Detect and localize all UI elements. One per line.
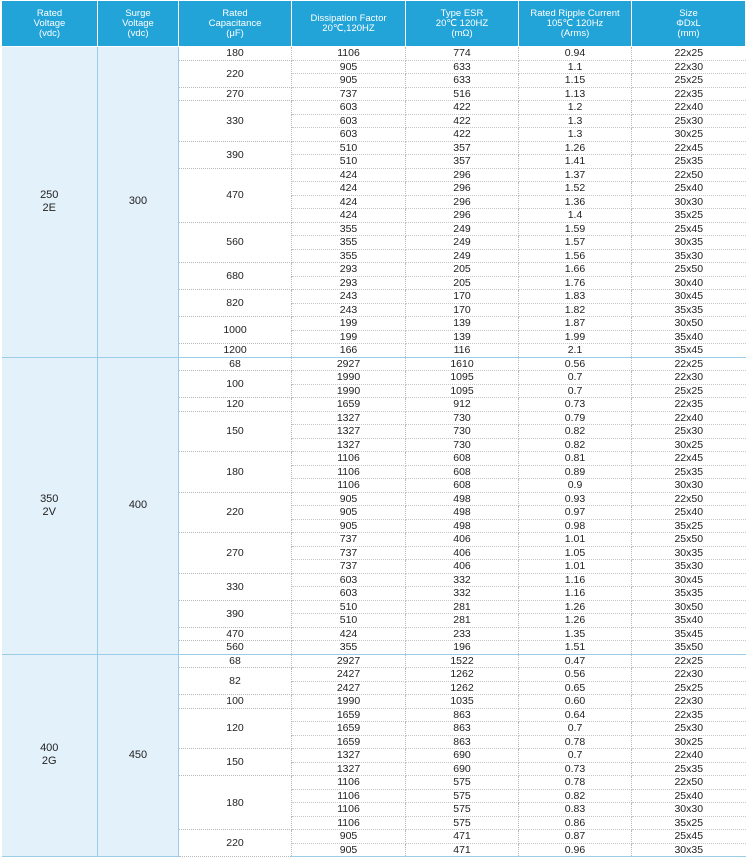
esr-cell: 296 — [406, 195, 519, 209]
df-cell: 1106 — [292, 47, 406, 61]
capacitance-cell: 390 — [179, 600, 292, 627]
capacitance-cell: 120 — [179, 398, 292, 412]
size-cell: 22x30 — [632, 668, 746, 682]
size-cell: 30x35 — [632, 843, 746, 857]
df-cell: 737 — [292, 533, 406, 547]
esr-cell: 249 — [406, 249, 519, 263]
size-cell: 25x35 — [632, 762, 746, 776]
esr-cell: 774 — [406, 47, 519, 61]
df-cell: 243 — [292, 290, 406, 304]
size-cell: 25x40 — [632, 182, 746, 196]
df-cell: 905 — [292, 492, 406, 506]
df-cell: 1659 — [292, 722, 406, 736]
size-cell: 25x25 — [632, 384, 746, 398]
esr-cell: 422 — [406, 101, 519, 115]
df-cell: 603 — [292, 587, 406, 601]
ripple-cell: 0.86 — [519, 816, 632, 830]
size-cell: 25x35 — [632, 155, 746, 169]
ripple-cell: 1.41 — [519, 155, 632, 169]
esr-cell: 633 — [406, 74, 519, 88]
table-row — [2, 47, 746, 61]
capacitance-cell: 180 — [179, 452, 292, 493]
header-surge-voltage: Surge Voltage (vdc) — [98, 1, 179, 47]
df-cell: 424 — [292, 182, 406, 196]
ripple-cell: 0.93 — [519, 492, 632, 506]
rated-voltage-cell: 350 2V — [2, 357, 98, 654]
capacitance-cell: 470 — [179, 627, 292, 641]
esr-cell: 863 — [406, 708, 519, 722]
table-body — [2, 47, 746, 857]
df-cell: 293 — [292, 263, 406, 277]
size-cell: 25x35 — [632, 465, 746, 479]
header-esr: Type ESR 20℃ 120HZ (mΩ) — [406, 1, 519, 47]
capacitance-cell: 68 — [179, 357, 292, 371]
esr-cell: 608 — [406, 452, 519, 466]
table-row — [2, 357, 746, 371]
size-cell: 35x45 — [632, 344, 746, 358]
capacitance-cell: 150 — [179, 749, 292, 776]
ripple-cell: 1.16 — [519, 573, 632, 587]
ripple-cell: 0.73 — [519, 398, 632, 412]
esr-cell: 471 — [406, 843, 519, 857]
ripple-cell: 0.7 — [519, 384, 632, 398]
capacitance-cell: 270 — [179, 533, 292, 574]
header-dissipation-factor: Dissipation Factor 20℃,120HZ — [292, 1, 406, 47]
size-cell: 22x40 — [632, 411, 746, 425]
esr-cell: 498 — [406, 506, 519, 520]
ripple-cell: 0.97 — [519, 506, 632, 520]
size-cell: 22x40 — [632, 101, 746, 115]
esr-cell: 498 — [406, 492, 519, 506]
esr-cell: 406 — [406, 533, 519, 547]
df-cell: 1106 — [292, 789, 406, 803]
df-cell: 1990 — [292, 384, 406, 398]
size-cell: 35x35 — [632, 303, 746, 317]
ripple-cell: 1.05 — [519, 546, 632, 560]
ripple-cell: 0.47 — [519, 654, 632, 668]
size-cell: 35x35 — [632, 587, 746, 601]
ripple-cell: 0.87 — [519, 830, 632, 844]
df-cell: 166 — [292, 344, 406, 358]
esr-cell: 196 — [406, 641, 519, 655]
size-cell: 35x40 — [632, 330, 746, 344]
ripple-cell: 1.26 — [519, 600, 632, 614]
esr-cell: 608 — [406, 479, 519, 493]
ripple-cell: 1.01 — [519, 560, 632, 574]
header-ripple-current: Rated Ripple Current 105℃ 120Hz (Arms) — [519, 1, 632, 47]
size-cell: 30x25 — [632, 128, 746, 142]
df-cell: 1990 — [292, 371, 406, 385]
size-cell: 22x35 — [632, 398, 746, 412]
df-cell: 1327 — [292, 425, 406, 439]
ripple-cell: 1.87 — [519, 317, 632, 331]
esr-cell: 233 — [406, 627, 519, 641]
df-cell: 510 — [292, 600, 406, 614]
size-cell: 25x45 — [632, 222, 746, 236]
ripple-cell: 1.76 — [519, 276, 632, 290]
esr-cell: 1095 — [406, 384, 519, 398]
size-cell: 30x35 — [632, 236, 746, 250]
ripple-cell: 0.9 — [519, 479, 632, 493]
ripple-cell: 1.16 — [519, 587, 632, 601]
capacitance-cell: 330 — [179, 101, 292, 142]
df-cell: 1659 — [292, 708, 406, 722]
ripple-cell: 0.56 — [519, 668, 632, 682]
ripple-cell: 0.83 — [519, 803, 632, 817]
capacitance-cell: 560 — [179, 641, 292, 655]
ripple-cell: 1.82 — [519, 303, 632, 317]
df-cell: 2427 — [292, 681, 406, 695]
df-cell: 510 — [292, 141, 406, 155]
ripple-cell: 0.98 — [519, 519, 632, 533]
capacitance-cell: 180 — [179, 47, 292, 61]
ripple-cell: 1.52 — [519, 182, 632, 196]
df-cell: 1327 — [292, 749, 406, 763]
ripple-cell: 1.37 — [519, 168, 632, 182]
size-cell: 22x35 — [632, 708, 746, 722]
esr-cell: 422 — [406, 128, 519, 142]
size-cell: 25x45 — [632, 830, 746, 844]
df-cell: 510 — [292, 614, 406, 628]
df-cell: 1327 — [292, 762, 406, 776]
size-cell: 22x50 — [632, 168, 746, 182]
size-cell: 30x50 — [632, 600, 746, 614]
ripple-cell: 0.78 — [519, 776, 632, 790]
capacitance-cell: 180 — [179, 776, 292, 830]
ripple-cell: 0.7 — [519, 749, 632, 763]
esr-cell: 730 — [406, 438, 519, 452]
ripple-cell: 0.64 — [519, 708, 632, 722]
ripple-cell: 1.3 — [519, 128, 632, 142]
ripple-cell: 0.79 — [519, 411, 632, 425]
ripple-cell: 2.1 — [519, 344, 632, 358]
ripple-cell: 1.26 — [519, 141, 632, 155]
df-cell: 1106 — [292, 479, 406, 493]
df-cell: 2427 — [292, 668, 406, 682]
size-cell: 22x45 — [632, 452, 746, 466]
esr-cell: 1262 — [406, 668, 519, 682]
size-cell: 25x50 — [632, 263, 746, 277]
surge-voltage-cell: 300 — [98, 47, 179, 358]
size-cell: 25x40 — [632, 789, 746, 803]
surge-voltage-cell: 400 — [98, 357, 179, 654]
ripple-cell: 1.51 — [519, 641, 632, 655]
size-cell: 25x50 — [632, 533, 746, 547]
esr-cell: 332 — [406, 573, 519, 587]
esr-cell: 498 — [406, 519, 519, 533]
ripple-cell: 1.66 — [519, 263, 632, 277]
size-cell: 25x30 — [632, 425, 746, 439]
esr-cell: 730 — [406, 411, 519, 425]
esr-cell: 357 — [406, 141, 519, 155]
size-cell: 22x30 — [632, 60, 746, 74]
esr-cell: 406 — [406, 560, 519, 574]
esr-cell: 471 — [406, 830, 519, 844]
ripple-cell: 0.82 — [519, 438, 632, 452]
df-cell: 199 — [292, 317, 406, 331]
ripple-cell: 1.26 — [519, 614, 632, 628]
ripple-cell: 1.56 — [519, 249, 632, 263]
size-cell: 30x50 — [632, 317, 746, 331]
ripple-cell: 0.94 — [519, 47, 632, 61]
esr-cell: 863 — [406, 722, 519, 736]
capacitance-cell: 100 — [179, 695, 292, 709]
size-cell: 22x30 — [632, 371, 746, 385]
df-cell: 737 — [292, 87, 406, 101]
esr-cell: 690 — [406, 749, 519, 763]
capacitance-cell: 220 — [179, 60, 292, 87]
capacitance-cell: 1000 — [179, 317, 292, 344]
size-cell: 25x30 — [632, 722, 746, 736]
ripple-cell: 0.82 — [519, 425, 632, 439]
ripple-cell: 0.65 — [519, 681, 632, 695]
ripple-cell: 1.13 — [519, 87, 632, 101]
esr-cell: 1610 — [406, 357, 519, 371]
ripple-cell: 1.59 — [519, 222, 632, 236]
size-cell: 30x25 — [632, 438, 746, 452]
capacitance-cell: 330 — [179, 573, 292, 600]
esr-cell: 406 — [406, 546, 519, 560]
size-cell: 22x50 — [632, 776, 746, 790]
ripple-cell: 0.78 — [519, 735, 632, 749]
table-row — [2, 654, 746, 668]
df-cell: 424 — [292, 168, 406, 182]
ripple-cell: 0.56 — [519, 357, 632, 371]
esr-cell: 863 — [406, 735, 519, 749]
header-rated-voltage: Rated Voltage (vdc) — [2, 1, 98, 47]
capacitance-cell: 100 — [179, 371, 292, 398]
df-cell: 1106 — [292, 816, 406, 830]
size-cell: 30x30 — [632, 803, 746, 817]
capacitance-cell: 68 — [179, 654, 292, 668]
size-cell: 30x40 — [632, 276, 746, 290]
df-cell: 1106 — [292, 452, 406, 466]
df-cell: 603 — [292, 573, 406, 587]
capacitance-cell: 220 — [179, 830, 292, 857]
ripple-cell: 0.81 — [519, 452, 632, 466]
capacitance-cell: 120 — [179, 708, 292, 749]
rated-voltage-cell: 400 2G — [2, 654, 98, 857]
df-cell: 355 — [292, 222, 406, 236]
df-cell: 424 — [292, 209, 406, 223]
ripple-cell: 1.57 — [519, 236, 632, 250]
df-cell: 737 — [292, 546, 406, 560]
header-row — [2, 1, 746, 47]
df-cell: 2927 — [292, 654, 406, 668]
ripple-cell: 1.3 — [519, 114, 632, 128]
size-cell: 35x25 — [632, 519, 746, 533]
size-cell: 25x25 — [632, 74, 746, 88]
size-cell: 22x25 — [632, 47, 746, 61]
esr-cell: 690 — [406, 762, 519, 776]
esr-cell: 633 — [406, 60, 519, 74]
df-cell: 1327 — [292, 411, 406, 425]
ripple-cell: 1.83 — [519, 290, 632, 304]
size-cell: 35x25 — [632, 209, 746, 223]
ripple-cell: 1.2 — [519, 101, 632, 115]
capacitance-cell: 220 — [179, 492, 292, 533]
capacitance-cell: 1200 — [179, 344, 292, 358]
df-cell: 1106 — [292, 803, 406, 817]
ripple-cell: 1.4 — [519, 209, 632, 223]
size-cell: 22x25 — [632, 654, 746, 668]
capacitance-cell: 560 — [179, 222, 292, 263]
df-cell: 603 — [292, 114, 406, 128]
size-cell: 30x25 — [632, 735, 746, 749]
esr-cell: 1522 — [406, 654, 519, 668]
df-cell: 603 — [292, 128, 406, 142]
size-cell: 25x40 — [632, 506, 746, 520]
size-cell: 35x50 — [632, 641, 746, 655]
ripple-cell: 0.60 — [519, 695, 632, 709]
size-cell: 35x30 — [632, 249, 746, 263]
df-cell: 1327 — [292, 438, 406, 452]
capacitance-cell: 82 — [179, 668, 292, 695]
df-cell: 1659 — [292, 735, 406, 749]
df-cell: 905 — [292, 506, 406, 520]
esr-cell: 516 — [406, 87, 519, 101]
esr-cell: 332 — [406, 587, 519, 601]
esr-cell: 205 — [406, 276, 519, 290]
size-cell: 30x35 — [632, 546, 746, 560]
df-cell: 355 — [292, 236, 406, 250]
surge-voltage-cell: 450 — [98, 654, 179, 857]
esr-cell: 116 — [406, 344, 519, 358]
df-cell: 243 — [292, 303, 406, 317]
esr-cell: 296 — [406, 168, 519, 182]
esr-cell: 912 — [406, 398, 519, 412]
esr-cell: 281 — [406, 600, 519, 614]
esr-cell: 1262 — [406, 681, 519, 695]
df-cell: 737 — [292, 560, 406, 574]
capacitance-cell: 270 — [179, 87, 292, 101]
esr-cell: 249 — [406, 222, 519, 236]
ripple-cell: 1.15 — [519, 74, 632, 88]
esr-cell: 170 — [406, 303, 519, 317]
df-cell: 510 — [292, 155, 406, 169]
ripple-cell: 1.35 — [519, 627, 632, 641]
esr-cell: 730 — [406, 425, 519, 439]
capacitance-cell: 150 — [179, 411, 292, 452]
esr-cell: 281 — [406, 614, 519, 628]
size-cell: 25x25 — [632, 681, 746, 695]
df-cell: 905 — [292, 60, 406, 74]
esr-cell: 575 — [406, 789, 519, 803]
df-cell: 905 — [292, 830, 406, 844]
df-cell: 603 — [292, 101, 406, 115]
header-size: Size ΦDxL (mm) — [632, 1, 746, 47]
ripple-cell: 0.7 — [519, 722, 632, 736]
ripple-cell: 1.01 — [519, 533, 632, 547]
df-cell: 905 — [292, 519, 406, 533]
ripple-cell: 0.73 — [519, 762, 632, 776]
df-cell: 199 — [292, 330, 406, 344]
rated-voltage-cell: 250 2E — [2, 47, 98, 358]
capacitance-cell: 470 — [179, 168, 292, 222]
capacitance-cell: 820 — [179, 290, 292, 317]
size-cell: 35x45 — [632, 627, 746, 641]
esr-cell: 249 — [406, 236, 519, 250]
size-cell: 22x40 — [632, 749, 746, 763]
size-cell: 35x30 — [632, 560, 746, 574]
header-capacitance: Rated Capacitance (μF) — [179, 1, 292, 47]
esr-cell: 422 — [406, 114, 519, 128]
df-cell: 1106 — [292, 465, 406, 479]
esr-cell: 170 — [406, 290, 519, 304]
size-cell: 22x25 — [632, 357, 746, 371]
capacitance-cell: 680 — [179, 263, 292, 290]
df-cell: 2927 — [292, 357, 406, 371]
ripple-cell: 0.7 — [519, 371, 632, 385]
size-cell: 30x30 — [632, 479, 746, 493]
size-cell: 25x30 — [632, 114, 746, 128]
esr-cell: 139 — [406, 317, 519, 331]
df-cell: 905 — [292, 74, 406, 88]
esr-cell: 357 — [406, 155, 519, 169]
ripple-cell: 1.1 — [519, 60, 632, 74]
esr-cell: 139 — [406, 330, 519, 344]
ripple-cell: 1.99 — [519, 330, 632, 344]
esr-cell: 1035 — [406, 695, 519, 709]
df-cell: 1990 — [292, 695, 406, 709]
size-cell: 22x45 — [632, 141, 746, 155]
df-cell: 1106 — [292, 776, 406, 790]
capacitance-cell: 390 — [179, 141, 292, 168]
esr-cell: 1095 — [406, 371, 519, 385]
size-cell: 30x45 — [632, 573, 746, 587]
df-cell: 424 — [292, 627, 406, 641]
df-cell: 355 — [292, 641, 406, 655]
esr-cell: 575 — [406, 803, 519, 817]
df-cell: 1659 — [292, 398, 406, 412]
ripple-cell: 0.89 — [519, 465, 632, 479]
ripple-cell: 0.82 — [519, 789, 632, 803]
size-cell: 22x35 — [632, 87, 746, 101]
df-cell: 905 — [292, 843, 406, 857]
esr-cell: 296 — [406, 182, 519, 196]
size-cell: 35x40 — [632, 614, 746, 628]
esr-cell: 575 — [406, 776, 519, 790]
spec-table — [1, 0, 746, 857]
esr-cell: 608 — [406, 465, 519, 479]
esr-cell: 205 — [406, 263, 519, 277]
df-cell: 293 — [292, 276, 406, 290]
size-cell: 22x30 — [632, 695, 746, 709]
size-cell: 22x50 — [632, 492, 746, 506]
ripple-cell: 1.36 — [519, 195, 632, 209]
size-cell: 35x25 — [632, 816, 746, 830]
esr-cell: 296 — [406, 209, 519, 223]
ripple-cell: 0.96 — [519, 843, 632, 857]
esr-cell: 575 — [406, 816, 519, 830]
size-cell: 30x45 — [632, 290, 746, 304]
size-cell: 30x30 — [632, 195, 746, 209]
df-cell: 424 — [292, 195, 406, 209]
df-cell: 355 — [292, 249, 406, 263]
